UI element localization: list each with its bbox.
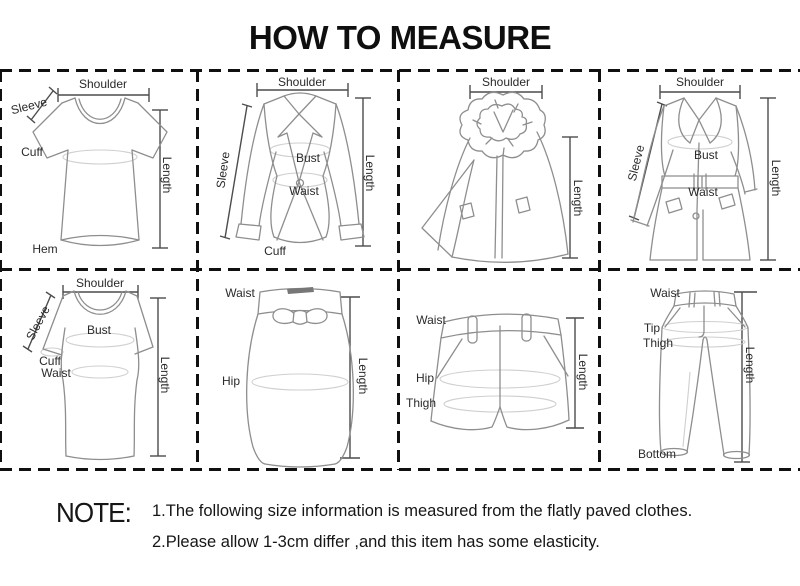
dress-length-label: Length: [158, 356, 172, 394]
note-line-1: 1.The following size information is measured from the flatly paved clothes.: [152, 502, 693, 520]
note-label: NOTE:: [56, 497, 131, 528]
skirt-hip-label: Hip: [221, 374, 241, 388]
trench-sleeve-label: Sleeve: [624, 143, 648, 183]
trench-length-label: Length: [769, 159, 783, 197]
cell-skirt: [200, 270, 400, 470]
cell-pants: [600, 270, 800, 470]
trench-bust-label: Bust: [693, 148, 719, 162]
blazer-waist-label: Waist: [289, 184, 319, 198]
t-shirt-shoulder-label: Shoulder: [78, 77, 128, 91]
pants-waist-label: Waist: [650, 286, 680, 300]
cell-shorts: [400, 270, 600, 470]
cell-trench-coat: [600, 70, 800, 270]
page-title: HOW TO MEASURE: [248, 19, 552, 56]
cell-blazer: [200, 70, 400, 270]
fur-coat-length-label: Length: [571, 179, 585, 217]
t-shirt-cuff-label: Cuff: [21, 145, 43, 159]
blazer-shoulder-label: Shoulder: [277, 75, 327, 89]
blazer-cuff-label: Cuff: [264, 244, 286, 258]
fur-coat-shoulder-label: Shoulder: [481, 75, 531, 89]
t-shirt-hem-label: Hem: [32, 242, 58, 256]
pants-thigh-label: Thigh: [642, 336, 674, 350]
pants-tip-label: Tip: [643, 321, 661, 335]
blazer-length-label: Length: [363, 154, 377, 192]
skirt-waist-label: Waist: [225, 286, 255, 300]
note-line-2: 2.Please allow 1-3cm differ ,and this item has some elasticity.: [152, 533, 600, 551]
blazer-sleeve-label: Sleeve: [213, 150, 233, 190]
pants-bottom-label: Bottom: [637, 447, 677, 461]
fur-collar-coat-drawing: [400, 70, 600, 270]
dress-bust-label: Bust: [86, 323, 112, 337]
t-shirt-sleeve-label: Sleeve: [9, 94, 49, 118]
shorts-length-label: Length: [576, 353, 590, 391]
t-shirt-length-label: Length: [160, 156, 174, 194]
shorts-hip-label: Hip: [415, 371, 435, 385]
trench-waist-label: Waist: [688, 185, 718, 199]
blazer-bust-label: Bust: [295, 151, 321, 165]
dress-cuff-label: Cuff: [39, 354, 61, 368]
skirt-drawing: [200, 270, 400, 470]
dress-shoulder-label: Shoulder: [75, 276, 125, 290]
dress-waist-label: Waist: [41, 366, 71, 380]
dress-sleeve-label: Sleeve: [23, 303, 53, 343]
pants-drawing: [600, 270, 800, 470]
pants-length-label: Length: [743, 346, 757, 384]
trench-shoulder-label: Shoulder: [675, 75, 725, 89]
skirt-length-label: Length: [356, 357, 370, 395]
cell-fur-collar-coat: [400, 70, 600, 270]
cell-dress: [0, 270, 200, 470]
shorts-thigh-label: Thigh: [405, 396, 437, 410]
shorts-waist-label: Waist: [416, 313, 446, 327]
cell-t-shirt: [0, 70, 200, 270]
shorts-drawing: [400, 270, 600, 470]
